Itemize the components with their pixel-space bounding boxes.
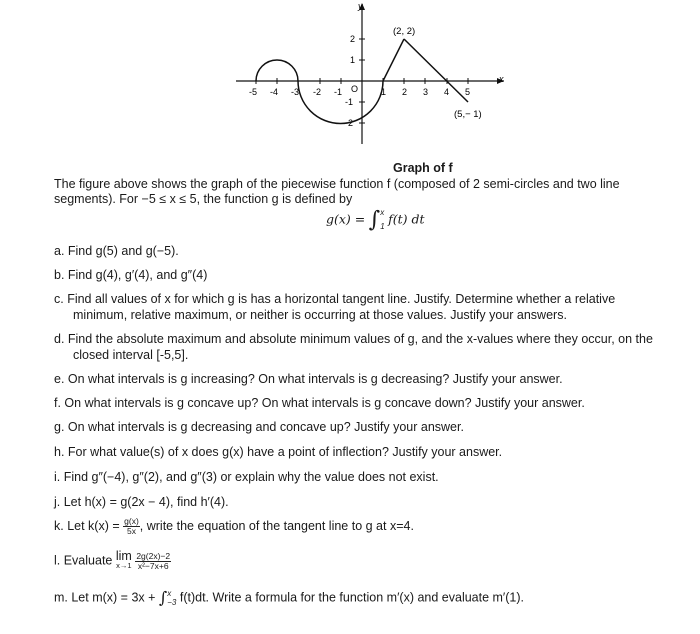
question-h: h. For what value(s) of x does g(x) have a point of inflection? Justify your answer.: [54, 445, 503, 459]
question-d: d. Find the absolute maximum and absolute minimum values of g, and the x-values where they occur, on the closed interval [-5,5].: [54, 332, 653, 362]
question-l: l. Evaluate lim x→1 $\frac{2g(2x)-2}{\text{x²−7x+6}}$: [54, 549, 171, 571]
x-tick-label: 1: [381, 87, 387, 97]
y-tick-label: 2: [350, 34, 356, 44]
x-tick-label: O: [351, 84, 359, 94]
question-a: a. Find g(5) and g(−5).: [54, 244, 179, 258]
x-tick-label: -2: [313, 87, 322, 97]
limit-operator: lim x→1: [115, 549, 132, 570]
x-tick-label: 3: [423, 87, 429, 97]
question-f: f. On what intervals is g concave up? On what intervals is g concave down? Justify your answer.: [54, 396, 585, 410]
x-tick-label: -5: [249, 87, 258, 97]
y-tick-label: 1: [350, 55, 356, 65]
question-m: m. Let m(x) = 3x + ∫ x −3 f(t)dt. Write a formula for the function m′(x) and evaluate m′(1).: [54, 588, 525, 607]
question-j: j. Let h(x) = g(2x − 4), find h′(4).: [54, 495, 229, 509]
y-tick-label: -2: [345, 118, 354, 128]
definition-formula: [326, 206, 425, 234]
point-label-top: (2, 2): [393, 26, 416, 37]
x-axis-label: x: [499, 74, 504, 84]
y-tick-label: -1: [345, 97, 354, 107]
integral-limits: x −3: [167, 589, 177, 607]
graph-of-f: [236, 0, 508, 145]
question-k: k. Let k(x) = $\frac{g(x)}{5x}$ , write the equation of the tangent line to g at x=4.: [54, 516, 414, 536]
question-c: c. Find all values of x for which g is has a horizontal tangent line. Justify. Determine whether a relative minimum, relative maximum, or neither is occurring at those values. Justify your answers.: [54, 292, 616, 322]
x-tick-label: 5: [465, 87, 471, 97]
question-b: b. Find g(4), g′(4), and g″(4): [54, 268, 208, 282]
l-fraction: $\frac{2g(2x)-2}{\text{x²−7x+6}}$: [136, 550, 171, 571]
x-tick-label: -4: [270, 87, 279, 97]
y-axis-label: y: [358, 1, 363, 11]
definition-integrand: f(t) dt: [388, 211, 425, 227]
intro-line-1: The figure above shows the graph of the piecewise function f (composed of 2 semi-circles and two line: [54, 177, 620, 191]
question-e: e. On what intervals is g increasing? On what intervals is g decreasing? Justify your answer.: [54, 372, 563, 386]
x-tick-label: 4: [444, 87, 450, 97]
definition-lhs: g(x) =: [326, 211, 366, 227]
integral-sign-icon: ∫: [158, 588, 168, 607]
x-tick-label: 2: [402, 87, 408, 97]
integral-limits: x 1: [380, 208, 385, 231]
question-g: g. On what intervals is g decreasing and concave up? Justify your answer.: [54, 420, 464, 434]
k-fraction: $\frac{g(x)}{5x}$: [124, 516, 139, 536]
x-tick-label: -1: [334, 87, 343, 97]
graph-title: Graph of f: [393, 161, 453, 175]
question-i: i. Find g″(−4), g″(2), and g″(3) or explain why the value does not exist.: [54, 470, 439, 484]
integral-sign-icon: ∫: [368, 207, 381, 233]
point-label-end: (5,− 1): [454, 109, 482, 120]
intro-line-2: segments). For −5 ≤ x ≤ 5, the function g is defined by: [54, 192, 353, 206]
x-tick-label: -3: [291, 87, 300, 97]
